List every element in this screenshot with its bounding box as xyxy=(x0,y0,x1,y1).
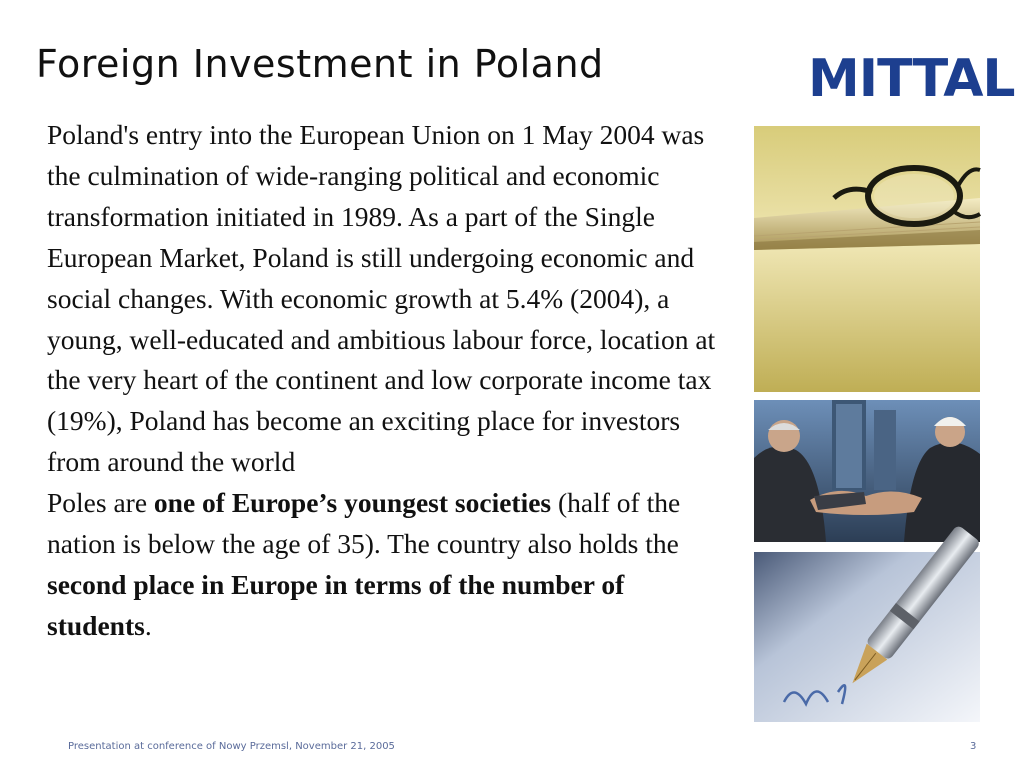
mittal-logo xyxy=(806,48,1015,109)
text-segment: Poles are xyxy=(47,487,154,519)
logo-text: MITTAL xyxy=(808,49,1015,109)
handshake-photo xyxy=(754,400,980,542)
emphasis-students-rank: second place in Europe in terms of the number of students xyxy=(47,568,625,641)
fountain-pen-photo xyxy=(754,552,980,722)
text-segment: (half of the nation is below the age of 35). The country also holds the xyxy=(47,487,681,560)
footer-text: Presentation at conference of Nowy Przemsl, November 21, 2005 xyxy=(68,741,395,752)
paragraph-eu-entry: Poland's entry into the European Union on 1 May 2004 was the culmination of wide-ranging political and economic transformation initiated in 1989. As a part of the Single European Market, Poland is still undergoing economic and social changes. With economic growth at 5.4% (2004), a young, well-educated and ambitious labour force, location at the very heart of the continent and low corporate income tax (19%), Poland has become an exciting place for investors from around the world xyxy=(47,119,716,478)
paragraph-demographics xyxy=(47,483,719,647)
slide-title: Foreign Investment in Poland xyxy=(36,42,604,86)
glasses-on-book-photo xyxy=(754,126,980,392)
page-number: 3 xyxy=(970,741,977,752)
body-text xyxy=(47,115,719,647)
text-segment: . xyxy=(144,609,152,641)
emphasis-youngest-societies: one of Europe’s youngest societies xyxy=(153,487,552,519)
